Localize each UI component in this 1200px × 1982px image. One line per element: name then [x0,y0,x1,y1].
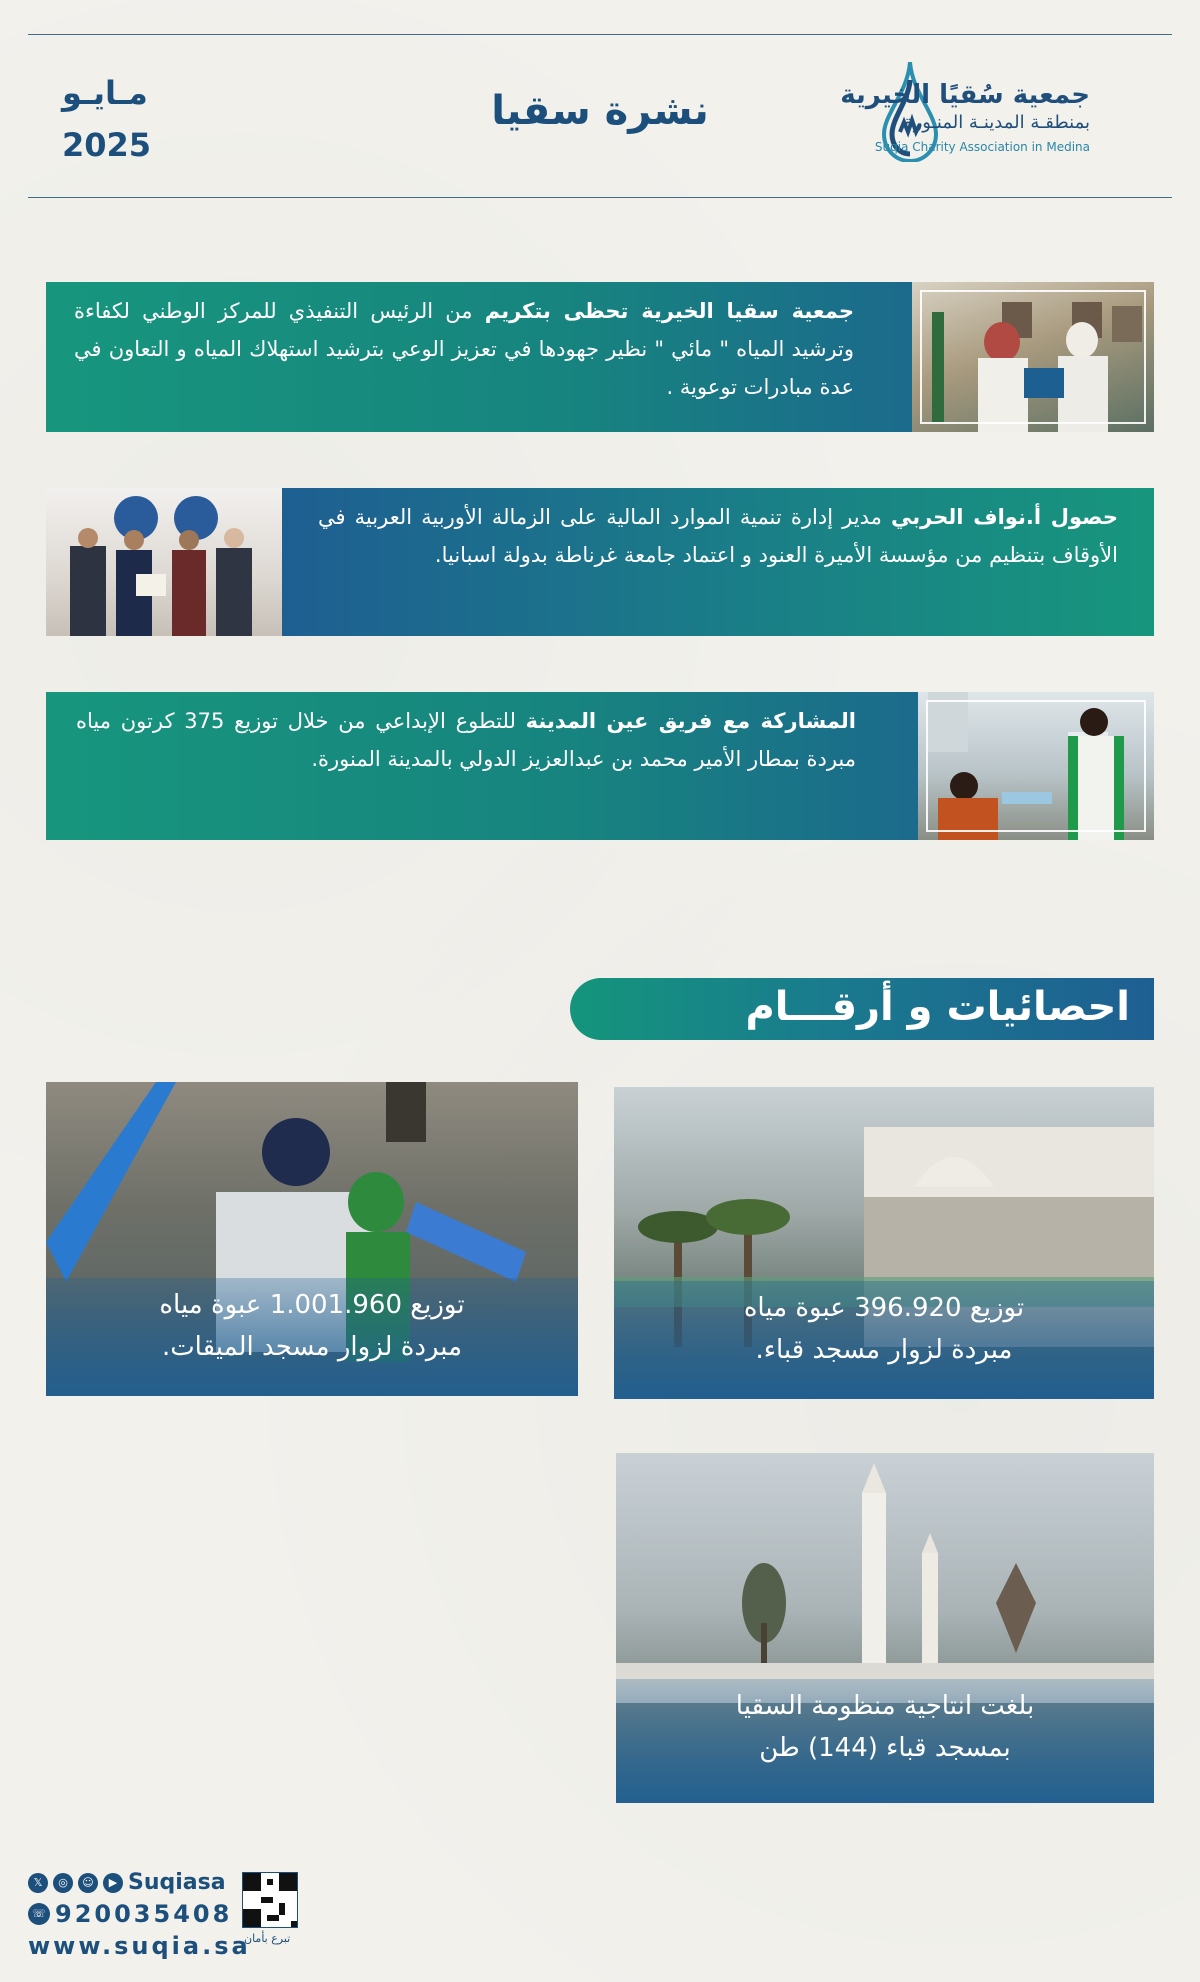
stat-caption-quba [614,1281,1154,1399]
stat-card-quba [614,1087,1154,1399]
news-1-photo [912,282,1154,432]
website-link[interactable]: www.suqia.sa [28,1932,251,1960]
news-item-3 [46,692,918,840]
phone-number[interactable]: 920035408 [55,1900,233,1928]
header-divider [28,197,1172,198]
org-region-ar: بمنطقـة المدينـة المنـورة [904,112,1090,133]
news-item-2 [282,488,1154,636]
stat-card-production [616,1453,1154,1803]
fellowship-group-image [46,488,282,636]
newsletter-title: نشرة سقيا [491,88,709,134]
qr-caption: تبرع بأمان [244,1932,291,1945]
footer-contact [28,1870,328,1960]
news-3-text: للتطوع الإبداعي من خلال توزيع 375 كرتون مياه مبردة بمطار الأمير محمد بن عبدالعزيز الدولي بالمدينة المنورة. [76,709,856,771]
qr-code-icon[interactable] [242,1872,298,1928]
stat-quba-line1: توزيع 396.920 عبوة مياه [743,1293,1025,1323]
x-icon[interactable]: 𝕏 [28,1873,48,1893]
phone-icon: ☏ [28,1903,50,1925]
stat-miqat-line2: مبردة لزوار مسجد الميقات. [161,1332,463,1362]
news-2-lead: حصول أ.نواف الحربي [891,505,1118,529]
social-handle[interactable]: Suqiasa [128,1870,226,1895]
news-3-photo [918,692,1154,840]
youtube-icon[interactable]: ▶ [103,1873,123,1893]
photo-frame [920,290,1146,424]
org-name-en: Suqia Charity Association in Medina [874,140,1090,154]
news-1-lead: جمعية سقيا الخيرية تحظى بتكريم [484,299,854,323]
issue-year: 2025 [62,126,152,164]
phone-row [28,1900,232,1928]
snapchat-icon[interactable]: ☺ [78,1873,98,1893]
stat-caption-miqat [46,1278,578,1396]
news-3-lead: المشاركة مع فريق عين المدينة [525,709,856,733]
top-divider [28,34,1172,35]
news-2-photo [46,488,282,636]
news-1-text: من الرئيس التنفيذي للمركز الوطني لكفاءة وترشيد المياه " مائي " نظير جهودها في تعزيز الوعي بترشيد استهلاك المياه و التعاون في عدة مبادرات توعوية . [74,299,854,399]
news-item-1 [46,282,912,432]
stats-heading: احصائيات و أرقـــام [745,984,1130,1030]
stat-caption-production [616,1679,1154,1803]
news-2-text: مدير إدارة تنمية الموارد المالية على الزمالة الأوربية العربية في الأوقاف بتنظيم من مؤسسة الأميرة العنود و اعتماد جامعة غرناطة بدولة اسبانيا. [318,505,1118,567]
stat-quba-line2: مبردة لزوار مسجد قباء. [755,1335,1013,1365]
instagram-icon[interactable]: ◎ [53,1873,73,1893]
issue-month: مـايـو [62,74,148,112]
stats-heading-bar [570,978,1154,1040]
stat-card-miqat [46,1082,578,1396]
stat-production-line2: بمسجد قباء (144) طن [759,1733,1011,1763]
stat-miqat-line1: توزيع 1.001.960 عبوة مياه [159,1290,465,1320]
stat-production-line1: بلغت انتاجية منظومة السقيا [735,1691,1035,1721]
photo-frame [926,700,1146,832]
org-name-ar: جمعية سُقيًا الخيرية [840,80,1090,110]
social-row [28,1870,226,1895]
